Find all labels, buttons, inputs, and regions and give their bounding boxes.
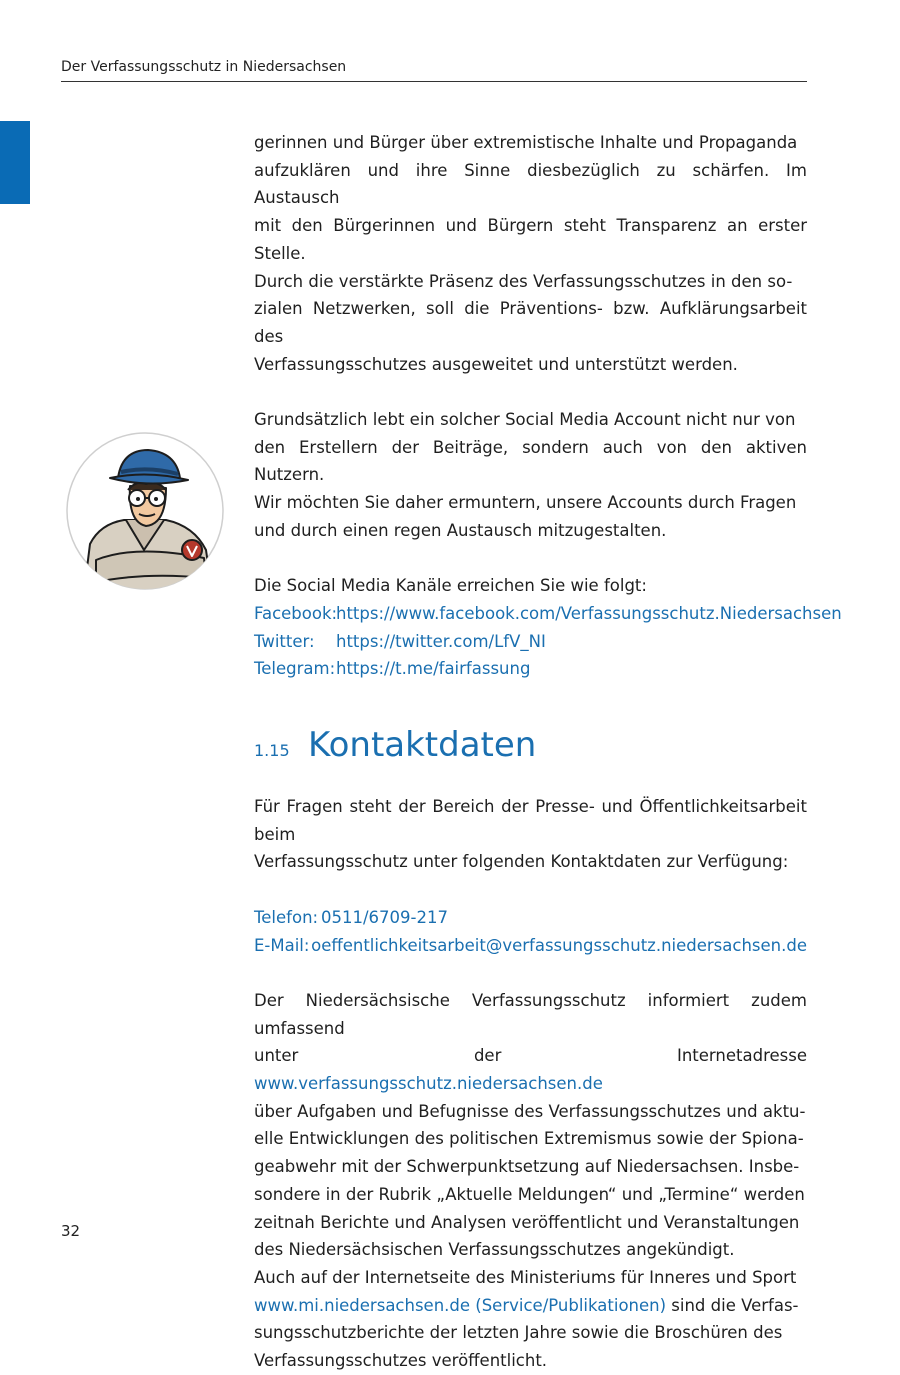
website-link[interactable]: www.verfassungsschutz.niedersachsen.de: [254, 1074, 603, 1094]
contact-paragraph: Für Fragen steht der Bereich der Presse- und Öffentlichkeitsarbeit beim Verfassungsschutz unter folgenden Kontaktdaten zur Verfügung:: [254, 797, 807, 872]
social-row-facebook: [254, 600, 842, 628]
info-paragraph: Der Niedersächsische Verfassungsschutz informiert zudem umfassend unter der Internetadresse www.verfassungsschutz.niedersachsen.de über Aufgaben und Befugnisse des Verfassungsschutzes und aktu- elle Entwicklungen des politischen Extremismus sowie der Spiona- geabwehr mit der Schwerpunktsetzung auf Niedersachsen. Insbe- sondere in der Rubrik „Aktuelle Meldungen“ und „Termine“ werden zeitnah Berichte und Analysen veröffentlicht und Veranstaltungen des Niedersächsischen Verfassungsschutzes angekündigt. Auch auf der Internetseite des Ministeriums für Inneres und Sport www.mi.niedersachsen.de (Service/Publikationen) sind die Verfas- sungsschutzberichte der letzten Jahre sowie die Broschüren des Verfassungsschutzes veröffentlicht.: [254, 990, 807, 1371]
intro-paragraph: gerinnen und Bürger über extremistische Inhalte und Propaganda aufzuklären und ihre Sinne diesbezüglich zu schärfen. Im Austausch mit den Bürgerinnen und Bürgern steht Transparenz an erster Stelle. Durch die verstärkte Präsenz des Verfassungsschutzes in den so- zialen Netzwerken, soll die Präventions- bzw. Aufklärungsarbeit des Verfassungsschutzes ausgeweitet und unterstützt werden.: [254, 133, 807, 374]
contact-phone-row: [254, 904, 807, 932]
section-title: Kontaktdaten: [308, 725, 537, 766]
section-number: 1.15: [254, 741, 290, 761]
community-paragraph: Grundsätzlich lebt ein solcher Social Media Account nicht nur von den Erstellern der Beiträge, sondern auch von den aktiven Nutzern. Wir möchten Sie daher ermuntern, unsere Accounts durch Fragen und durch einen regen Austausch mitzugestalten.: [254, 410, 807, 540]
twitter-label: Twitter:: [254, 631, 315, 651]
facebook-label: Facebook:: [254, 603, 338, 623]
facebook-link[interactable]: https://www.facebook.com/Verfassungsschutz.Niedersachsen: [336, 603, 842, 623]
ministry-link[interactable]: www.mi.niedersachsen.de (Service/Publikationen): [254, 1295, 667, 1315]
social-row-twitter: [254, 628, 807, 656]
social-intro: Die Social Media Kanäle erreichen Sie wie folgt:: [254, 576, 647, 596]
email-label: E-Mail:: [254, 935, 310, 955]
email-link[interactable]: oeffentlichkeitsarbeit@verfassungsschutz.niedersachsen.de: [311, 935, 807, 955]
running-title: Der Verfassungsschutz in Niedersachsen: [61, 59, 347, 75]
mascot-illustration: [66, 432, 224, 590]
section-heading: [254, 725, 807, 765]
running-header: [61, 58, 807, 82]
phone-label: Telefon:: [254, 907, 319, 927]
telegram-link[interactable]: https://t.me/fairfassung: [336, 659, 531, 679]
contact-email-row: [254, 932, 807, 960]
telegram-label: Telegram:: [254, 659, 336, 679]
page-number: 32: [61, 1222, 81, 1240]
chapter-tab-marker: [0, 121, 30, 204]
social-row-telegram: [254, 655, 807, 683]
main-column: [254, 129, 842, 1375]
twitter-link[interactable]: https://twitter.com/LfV_NI: [336, 631, 546, 651]
phone-number[interactable]: 0511/6709-217: [321, 907, 448, 927]
